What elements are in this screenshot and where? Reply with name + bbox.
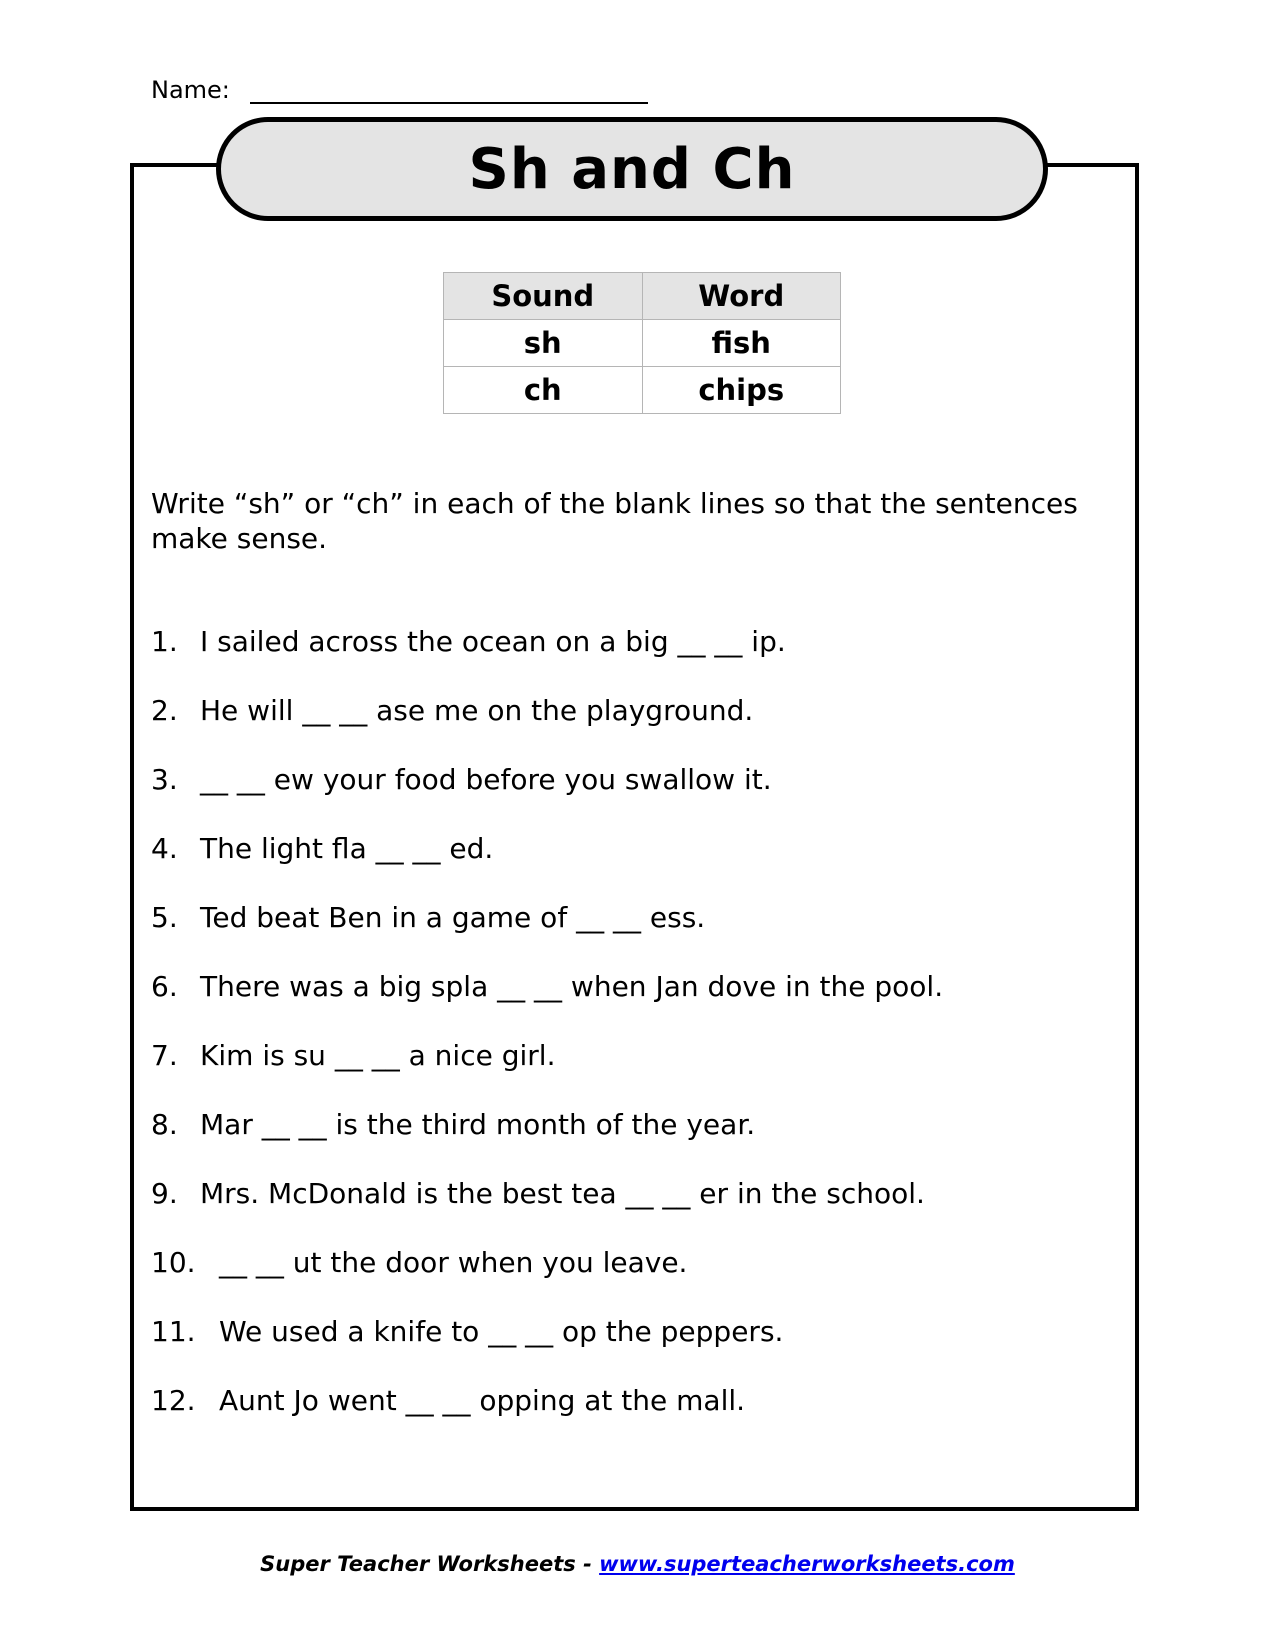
table-row [444, 320, 841, 367]
question-number: 4. [151, 832, 178, 865]
page-title: Sh and Ch [468, 136, 796, 202]
question-text: __ __ ew your food before you swallow it. [200, 763, 772, 796]
question-item [151, 1108, 943, 1177]
question-number: 10. [151, 1246, 196, 1279]
question-item [151, 1384, 943, 1453]
question-number: 12. [151, 1384, 196, 1417]
table-cell-word: fish [642, 320, 841, 367]
sound-word-table [443, 272, 841, 414]
name-label: Name: [151, 76, 230, 104]
footer-website-link[interactable]: www.superteacherworksheets.com [599, 1552, 1015, 1576]
footer-brand: Super Teacher Worksheets [260, 1552, 576, 1576]
question-text: The light fla __ __ ed. [200, 832, 494, 865]
footer-separator: - [583, 1552, 592, 1576]
question-item [151, 1315, 943, 1384]
table-cell-word: chips [642, 367, 841, 414]
table-header-sound: Sound [444, 273, 643, 320]
question-number: 5. [151, 901, 178, 934]
question-number: 6. [151, 970, 178, 1003]
question-item [151, 832, 943, 901]
question-text: I sailed across the ocean on a big __ __ ip. [200, 625, 786, 658]
table-row [444, 367, 841, 414]
question-item [151, 1246, 943, 1315]
question-text: __ __ ut the door when you leave. [219, 1246, 688, 1279]
question-text: Kim is su __ __ a nice girl. [200, 1039, 556, 1072]
question-text: There was a big spla __ __ when Jan dove in the pool. [200, 970, 944, 1003]
question-number: 11. [151, 1315, 196, 1348]
question-number: 2. [151, 694, 178, 727]
table-header-row [444, 273, 841, 320]
question-number: 3. [151, 763, 178, 796]
title-banner [216, 117, 1048, 221]
question-item [151, 625, 943, 694]
instructions-text: Write “sh” or “ch” in each of the blank lines so that the sentences make sense. [151, 487, 1078, 555]
question-item [151, 901, 943, 970]
question-text: He will __ __ ase me on the playground. [200, 694, 754, 727]
footer [0, 1552, 1275, 1576]
table-cell-sound: sh [444, 320, 643, 367]
question-text: Aunt Jo went __ __ opping at the mall. [219, 1384, 746, 1417]
table-cell-sound: ch [444, 367, 643, 414]
question-text: Mrs. McDonald is the best tea __ __ er in the school. [200, 1177, 925, 1210]
question-number: 9. [151, 1177, 178, 1210]
name-blank-line[interactable] [250, 74, 648, 104]
question-text: Ted beat Ben in a game of __ __ ess. [200, 901, 706, 934]
question-number: 1. [151, 625, 178, 658]
question-item [151, 763, 943, 832]
question-item [151, 970, 943, 1039]
question-number: 7. [151, 1039, 178, 1072]
question-text: We used a knife to __ __ op the peppers. [219, 1315, 784, 1348]
question-item [151, 1039, 943, 1108]
name-field-row [151, 74, 648, 104]
question-item [151, 694, 943, 763]
question-number: 8. [151, 1108, 178, 1141]
question-item [151, 1177, 943, 1246]
table-header-word: Word [642, 273, 841, 320]
question-list [151, 625, 943, 1453]
question-text: Mar __ __ is the third month of the year. [200, 1108, 756, 1141]
